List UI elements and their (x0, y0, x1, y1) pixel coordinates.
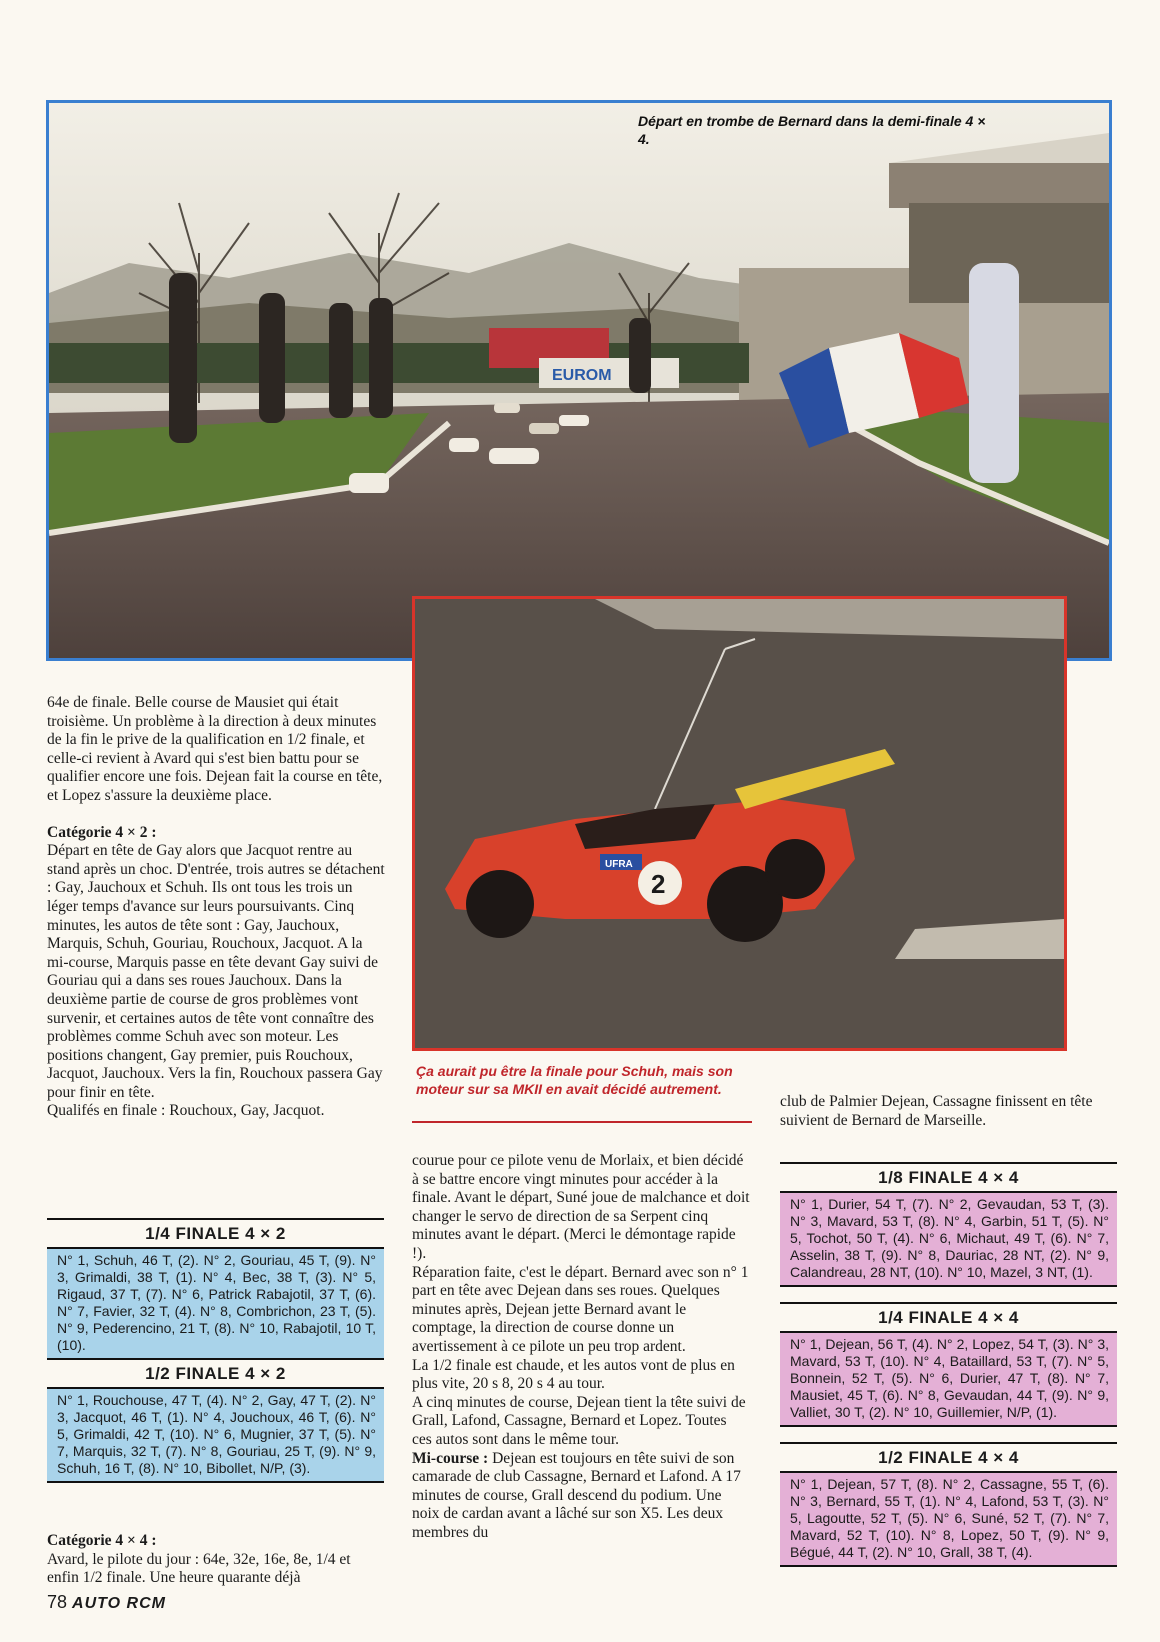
track-banner-text: EUROM (552, 367, 612, 384)
paragraph: Départ en tête de Gay alors que Jacquot rentre au stand après un choc. D'entrée, trois autres se détachent : Gay, Jauchoux et Schuh. Ils ont tous les trois un léger temps d'avance sur leurs poursuivants. Cinq minutes, les autos de tête sont : Gay, Jauchoux, Marquis, Schuh, Gouriau, Rouchoux, Jacquot. A la mi-course, Marquis passe en tête devant Gay suivi de Gouriau qui a dans ses roues Jauchoux. Dans la deuxième partie de course de gros problèmes vont survenir, et certaines autos de tête vont connaître des problèmes comme Schuh avec son moteur. Les positions changent, Gay premier, puis Rouchoux, Jacquot, Jauchoux. Vers la fin, Rouchoux passera Gay pour finir en tête. (47, 842, 385, 1101)
results-quarter-final-4x4 (780, 1302, 1117, 1427)
article-column-2 (412, 1152, 750, 1542)
paragraph: La 1/2 finale est chaude, et les autos vont de plus en plus vite, 20 s 8, 20 s 4 au tour. (412, 1356, 735, 1393)
results-title: 1/2 FINALE 4 × 4 (780, 1442, 1117, 1471)
mi-course-text: Dejean est toujours en tête suivi de son camarade de club Cassagne, Bernard et Lafond. A 17 minutes de course, Grall descend du podium. Une noix de cardan avant a lâché sur son X5. Les deux membres du (412, 1449, 741, 1541)
caption-divider (412, 1121, 752, 1123)
paragraph: Réparation faite, c'est le départ. Bernard avec son n° 1 part en tête avec Dejean dans ses roues. Quelques minutes après, Dejean jette Bernard avant le comptage, la direction de course donne un avertissement à ce pilote un peu trop ardent. (412, 1263, 749, 1355)
results-semi-final-4x4 (780, 1442, 1117, 1567)
results-list: N° 1, Schuh, 46 T, (2). N° 2, Gouriau, 45 T, (9). N° 3, Grimaldi, 38 T, (1). N° 4, Bec, 38 T, (3). N° 5, Rigaud, 37 T, (7). N° 6, Patrick Rabajotil, 37 T, (6). N° 7, Favier, 32 T, (4). N° 8, Combrichon, 23 T, (5). N° 9, Pederencino, 21 T, (8). N° 10, Rabajotil, 10 T, (10). (47, 1247, 384, 1360)
results-list: N° 1, Durier, 54 T, (7). N° 2, Gevaudan, 53 T, (3). N° 3, Mavard, 53 T, (8). N° 4, Garbin, 51 T, (5). N° 5, Tochot, 50 T, (4). N° 6, Michaut, 49 T, (6). N° 7, Asselin, 38 T, (9). N° 8, Dauriac, 28 NT, (2). N° 9, Calandreau, 28 NT, (10). N° 10, Mazel, 3 NT, (1). (780, 1191, 1117, 1287)
results-semi-final-4x2 (47, 1358, 384, 1483)
page-number: 78 (47, 1592, 68, 1612)
results-title: 1/8 FINALE 4 × 4 (780, 1162, 1117, 1191)
mi-course-label: Mi-course : (412, 1449, 489, 1467)
photo-caption-schuh: Ça aurait pu être la finale pour Schuh, mais son moteur sur sa MKII en avait décidé autrement. (416, 1063, 733, 1097)
photo-caption-race-start: Départ en trombe de Bernard dans la demi-finale 4 × 4. (638, 113, 986, 147)
race-start-illustration (49, 103, 1109, 658)
results-list: N° 1, Dejean, 57 T, (8). N° 2, Cassagne, 55 T, (6). N° 3, Bernard, 55 T, (1). N° 4, Lafond, 53 T, (3). N° 5, Lagoutte, 52 T, (5). N° 6, Suné, 52 T, (7). N° 7, Mavard, 52 T, (10). N° 8, Lopez, 50 T, (9). N° 9, Bégué, 44 T, (2). N° 10, Grall, 38 T, (4). (780, 1471, 1117, 1567)
article-column-1 (47, 694, 385, 1121)
paragraph: A cinq minutes de course, Dejean tient la tête suivi de Grall, Lafond, Cassagne, Bernard et Lopez. Toutes ces autos sont dans le même tour. (412, 1393, 746, 1448)
paragraph: Avard, le pilote du jour : 64e, 32e, 16e, 8e, 1/4 et enfin 1/2 finale. Une heure quarante déjà (47, 1550, 351, 1587)
section-heading-4x2: Catégorie 4 × 2 : (47, 823, 157, 841)
results-title: 1/4 FINALE 4 × 2 (47, 1218, 384, 1247)
red-rc-car-illustration (415, 599, 1064, 1048)
results-title: 1/4 FINALE 4 × 4 (780, 1302, 1117, 1331)
results-eighth-final-4x4 (780, 1162, 1117, 1287)
results-title: 1/2 FINALE 4 × 2 (47, 1358, 384, 1387)
sponsor-sticker-text: UFRA (605, 859, 633, 870)
page-footer (47, 1592, 166, 1613)
results-list: N° 1, Rouchouse, 47 T, (4). N° 2, Gay, 47 T, (2). N° 3, Jacquot, 46 T, (1). N° 4, Jouchoux, 46 T, (6). N° 5, Grimaldi, 42 T, (10). N° 6, Mugnier, 37 T, (5). N° 7, Marquis, 32 T, (7). N° 8, Gouriau, 25 T, (9). N° 9, Schuh, 16 T, (8). N° 10, Bibollet, N/P, (3). (47, 1387, 384, 1483)
photo-schuh-car (412, 596, 1067, 1051)
article-column-1-bottom (47, 1532, 385, 1588)
results-quarter-final-4x2 (47, 1218, 384, 1360)
paragraph: Qualifés en finale : Rouchoux, Gay, Jacquot. (47, 1102, 325, 1120)
paragraph (412, 1450, 750, 1543)
race-number: 2 (651, 869, 666, 899)
paragraph: 64e de finale. Belle course de Mausiet qui était troisième. Un problème à la direction à deux minutes de la fin le prive de la qualification en 1/2 finale, et celle-ci revient à Avard qui s'est bien battu pour se qualifier encore une fois. Dejean fait la course en tête, et Lopez s'assure la deuxième place. (47, 694, 383, 804)
photo-race-start (46, 100, 1112, 661)
section-heading-4x4: Catégorie 4 × 4 : (47, 1532, 157, 1549)
paragraph: club de Palmier Dejean, Cassagne finissent en tête suivient de Bernard de Marseille. (780, 1093, 1093, 1129)
article-column-3 (780, 1093, 1118, 1130)
results-list: N° 1, Dejean, 56 T, (4). N° 2, Lopez, 54 T, (3). N° 3, Mavard, 53 T, (10). N° 4, Bataillard, 53 T, (7). N° 5, Bonnein, 52 T, (5). N° 6, Durier, 47 T, (8). N° 7, Mausiet, 45 T, (6). N° 8, Gevaudan, 44 T, (9). N° 9, Valliet, 30 T, (2). N° 10, Guillemier, N/P, (1). (780, 1331, 1117, 1427)
magazine-brand: AUTO RCM (72, 1595, 166, 1612)
paragraph: courue pour ce pilote venu de Morlaix, et bien décidé à se battre encore vingt minutes pour accéder à la finale. Avant le départ, Suné joue de malchance et doit changer le servo de direction de sa Serpent cinq minutes avant le départ. (Merci le démontage rapide !). (412, 1152, 750, 1262)
